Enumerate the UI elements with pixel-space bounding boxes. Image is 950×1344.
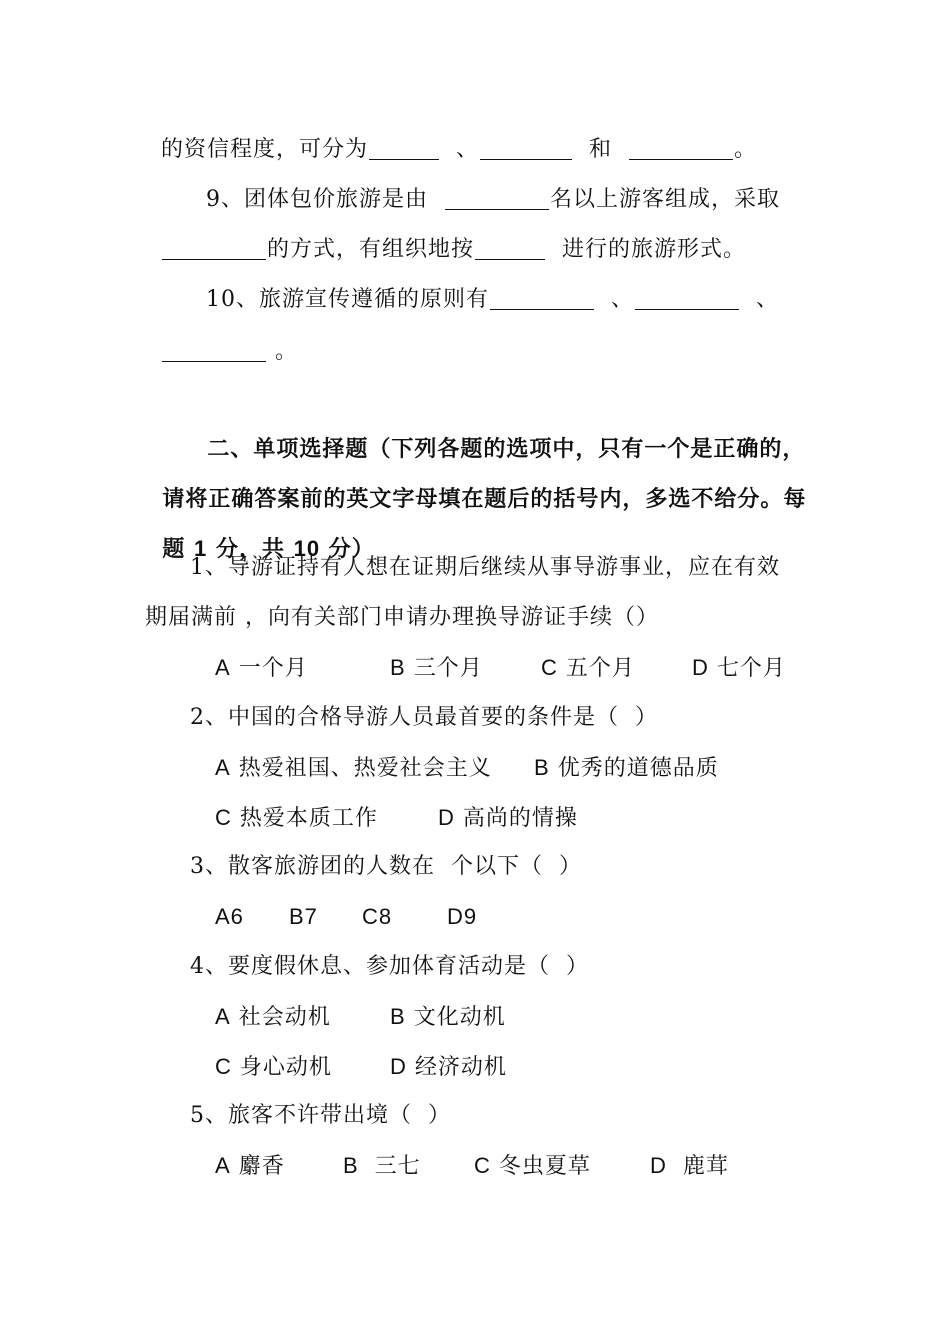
option-text: 经济动机	[414, 1055, 507, 1080]
q9-text-c: 的方式，有组织地按	[267, 237, 475, 262]
q8-separator-1: 、	[456, 137, 480, 162]
question-1-option-b[interactable]	[390, 653, 483, 684]
option-text: 麝香	[238, 1154, 285, 1179]
option-text: 三个月	[413, 656, 483, 681]
option-text: 鹿茸	[674, 1154, 729, 1179]
question-3-option-b[interactable]	[289, 902, 318, 932]
option-letter: B	[390, 1004, 406, 1029]
q10-line-2	[145, 307, 298, 367]
question-5-option-c[interactable]	[474, 1151, 591, 1182]
q10-separator-1: 、	[611, 287, 635, 312]
option-text: 热爱祖国、热爱社会主义	[238, 756, 492, 781]
option-letter: C	[474, 1153, 491, 1178]
q10-separator-2: 、	[756, 287, 780, 312]
q8-text: 的资信程度，可分为	[161, 137, 369, 162]
q10-blank-3[interactable]	[162, 339, 266, 362]
option-letter: C	[215, 805, 232, 830]
option-letter: A	[215, 1153, 231, 1178]
question-2-option-b[interactable]	[534, 753, 719, 784]
option-text: 一个月	[238, 656, 308, 681]
option-letter: A	[215, 1004, 231, 1029]
option-text: 冬虫夏草	[498, 1154, 591, 1179]
question-5-option-b[interactable]	[343, 1151, 421, 1182]
section2-heading-text-1: 二、单项选择题（下列各题的选项中，只有一个是正确的，	[207, 436, 806, 462]
q9-text-b: 名以上游客组成，采取	[550, 187, 781, 212]
question-5-option-a[interactable]	[215, 1151, 285, 1182]
question-2-line-1: 2、中国的合格导游人员最首要的条件是（ ）	[190, 705, 658, 730]
question-4-option-d[interactable]	[390, 1052, 507, 1083]
question-1-option-d[interactable]	[692, 653, 786, 684]
option-text: 文化动机	[413, 1005, 506, 1030]
q8-end: 。	[734, 137, 758, 162]
option-letter: A6	[215, 904, 244, 929]
q8-separator-2: 和	[589, 137, 613, 162]
option-letter: D	[438, 805, 455, 830]
option-text: 身心动机	[239, 1055, 332, 1080]
question-3-option-a[interactable]	[215, 902, 244, 932]
question-4-option-b[interactable]	[390, 1002, 506, 1033]
question-2-option-d[interactable]	[438, 803, 578, 834]
option-letter: C	[215, 1054, 232, 1079]
q10-end: 。	[275, 339, 299, 364]
q10-prefix: 10、旅游宣传遵循的原则有	[206, 287, 489, 312]
question-4-option-c[interactable]	[215, 1052, 332, 1083]
question-1-line-1: 1、导游证持有人想在证期后继续从事导游事业，应在有效	[190, 555, 780, 580]
option-text: 五个月	[565, 656, 635, 681]
option-letter: D	[390, 1054, 407, 1079]
q9-prefix: 9、团体包价旅游是由	[206, 187, 428, 212]
option-letter: A	[215, 755, 231, 780]
option-text: 热爱本质工作	[239, 806, 378, 831]
option-letter: D	[650, 1153, 667, 1178]
question-4-line-1: 4、要度假休息、参加体育活动是（ ）	[190, 954, 589, 979]
q10-blank-1[interactable]	[490, 287, 594, 310]
question-2-option-a[interactable]	[215, 753, 492, 784]
question-1-line-2: 期届满前 ，向有关部门申请办理换导游证手续（）	[145, 605, 659, 630]
option-letter: B7	[289, 904, 318, 929]
option-text: 优秀的道德品质	[557, 756, 719, 781]
option-text: 高尚的情操	[462, 806, 578, 831]
option-letter: D9	[447, 904, 478, 929]
option-text: 三七	[366, 1154, 421, 1179]
q9-text-d: 进行的旅游形式。	[562, 237, 747, 262]
question-2-option-c[interactable]	[215, 803, 378, 834]
section2-heading-text-3a: 题	[162, 536, 186, 562]
question-1-option-c[interactable]	[541, 653, 635, 684]
option-letter: B	[343, 1153, 359, 1178]
question-5-option-d[interactable]	[650, 1151, 729, 1182]
option-text: 社会动机	[238, 1005, 331, 1030]
option-letter: D	[692, 655, 709, 680]
section2-heading-text-2: 请将正确答案前的英文字母填在题后的括号内，多选不给分。每	[162, 486, 807, 512]
option-letter: C	[541, 655, 558, 680]
section2-heading-text-3c: 分）	[328, 536, 375, 562]
option-letter: A	[215, 655, 231, 680]
section2-score-per-item: 1	[194, 536, 208, 561]
option-letter: C8	[362, 904, 393, 929]
option-text: 七个月	[716, 656, 786, 681]
question-3-option-d[interactable]	[447, 902, 477, 932]
question-3-line-1: 3、散客旅游团的人数在 个以下（ ）	[190, 854, 582, 879]
question-3-option-c[interactable]	[362, 902, 392, 932]
option-letter: B	[534, 755, 550, 780]
q10-blank-2[interactable]	[635, 287, 739, 310]
q10-line-1	[190, 255, 779, 315]
section2-score-total: 10	[293, 536, 321, 561]
question-4-option-a[interactable]	[215, 1002, 331, 1033]
question-5-line-1: 5、旅客不许带出境（ ）	[190, 1103, 451, 1128]
question-1-option-a[interactable]	[215, 653, 308, 684]
section2-heading-text-3b: 分，共	[215, 536, 285, 562]
option-letter: B	[390, 655, 406, 680]
